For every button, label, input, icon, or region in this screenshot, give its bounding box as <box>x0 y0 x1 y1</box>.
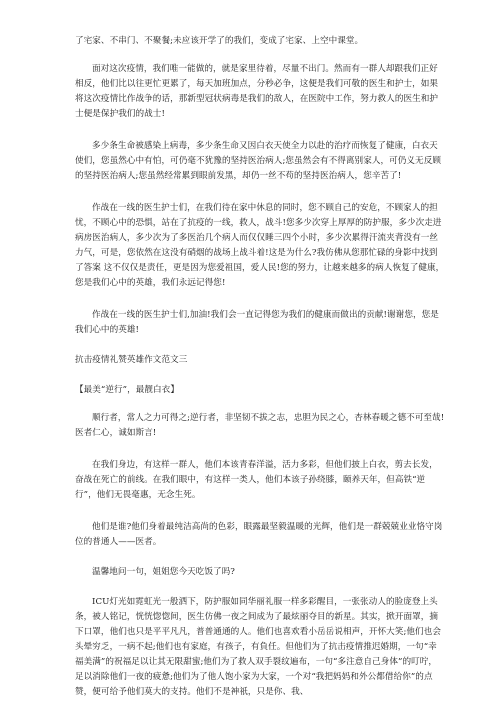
essay-subtitle: 【最美“逆行”，最靓白衣】 <box>75 385 179 395</box>
paragraph-retrograde: 顺行者，常人之力可得之;逆行者，非坚韧不拔之志，忠胆为民之心，杏林春暖之德不可至哉!医者仁心，诚如斯言! <box>75 413 445 438</box>
paragraph-angels-in-white: 多少条生命被感染上病毒，多少条生命又因白衣天使全力以赴的治疗而恢复了健康，白衣天使们，您虽然心中有怕，可仍毫不犹豫的坚持医治病人;您虽然会有不得离别家人，可仍义无反顾的坚持医治病人;您虽然经常累到眼前发黑，却仍一丝不苟的坚持医治病人，您辛苦了! <box>75 141 441 181</box>
paragraph-doctors-as-soldiers: 面对这次疫情，我们唯一能做的，就是家里待着，尽量不出门。然而有一群人却跟我们正好相反，他们比以往更忙更累了，每天加班加点，分秒必争，这便是我们可敬的医生和护士，如果将这次疫情比作战争的话，那新型冠状病毒是我们的敌人，在医院中工作，努力救人的医生和护士便是保护我们的战士! <box>75 64 439 119</box>
paragraph-frontline-heroes: 作战在一线的医生护士们，在我们待在家中休息的同时，您不顾自己的安危，不顾家人的担忧，不顾心中的恐惧，站在了抗疫的一线，救人，战斗!您多少次穿上厚厚的防护服，多少次走进病房医治病人，多少次为了多医治几个病人而仅仅睡三四个小时，多少次累得汗流夹背没有一丝力气，可是，您依然在这没有硝烟的战场上战斗着!这是为什么?我仿佛从您那忙碌的身影中找到了答案 这不仅仅是责任，更是因为您爱祖国，爱人民!您的努力，让越来越多的病人恢复了健康，您是我们心中的英雄，我们永远记得您! <box>75 203 445 288</box>
essay-title: 抗击疫情礼赞英雄作文范文三 <box>75 355 188 365</box>
paragraph-who-are-they: 他们是谁?他们身着最纯洁高尚的色彩，眼露最坚毅温暖的光辉，他们是一群兢兢业业恪守岗位的普通人——医者。 <box>75 522 443 547</box>
paragraph-warm-question: 温馨地问一句，姐姐您今天吃饭了吗? <box>92 567 235 577</box>
paragraph-icu-lights: ICU灯光如霓虹光一般洒下，防护服如同华丽礼服一样多彩醒目，一张张动人的脸庞登上头条，被人铭记，恍恍惚惚间，医生仿佛一夜之间成为了最炫丽夺目的新星。其实，掀开面罩，摘下口罩，他们也只是平平凡凡，普普通通的人。他们也喜欢看小岳岳说相声，开怀大笑;他们也会头晕穷乏，一病不起;他们也有家庭，有孩子，有負任。但他们为了抗击疫情推迟婚期，一句“幸福美满”的祝福足以让其无限甜蜜;他们为了救人双手裂纹遍布，一句“多注意自己身体”的叮咛，足以消除他们一夜的疲惫;他们为了他人饱小家为大家，一个对“我把妈妈和外公都借给你”的点赞，便可给予他们莫大的支持。他们不是神祇，只是你、我、 <box>75 597 441 697</box>
paragraph-around-us: 在我们身边，有这样一群人，他们本该青春洋溢，活力多彩，但他们披上白衣，剪去长发，奋战在死亡的前线。在我们眼中，有这样一类人，他们本该子孙绕膝，颐养天年，但高铁“逆行”，他们无畏毫惠，无念生死。 <box>75 460 438 500</box>
paragraph-cheer-up: 作战在一线的医生护士们,加油!我们会一直记得您为我们的健康而做出的贡献!谢谢您，您是我们心中的英雄! <box>75 310 439 335</box>
paragraph-intro-continuation: 了宅家、不串门、不聚餐;未应该开学了的我们，变成了宅家、上空中课堂。 <box>75 36 364 46</box>
document-page <box>75 34 445 700</box>
